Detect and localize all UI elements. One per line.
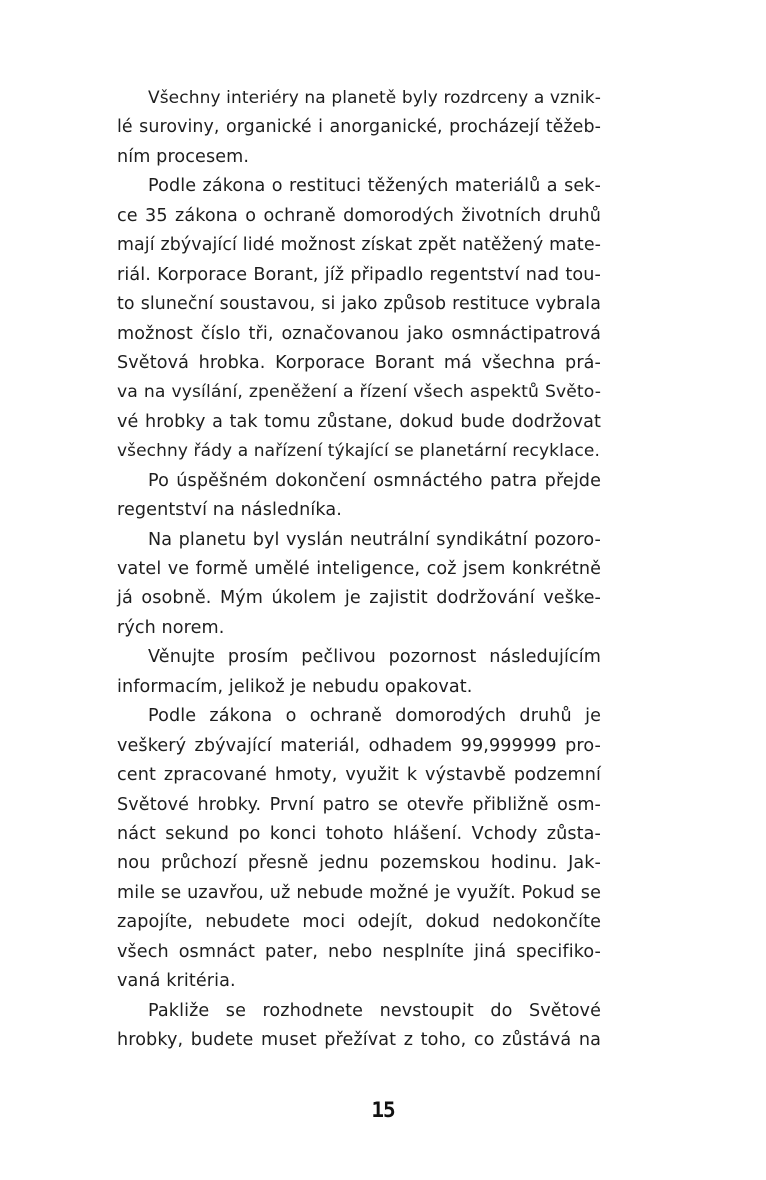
text-line: vé hrobky a tak tomu zůstane, dokud bude dodržovat [117,411,601,432]
text-line: já osobně. Mým úkolem je zajistit dodržování veške- [117,588,601,609]
text-line: hrobky, budete muset přežívat z toho, co zůstává na [117,1030,601,1050]
text-line: Světové hrobky. První patro se otevře přibližně osm- [117,794,601,815]
text-line: mají zbývající lidé možnost získat zpět natěžený mate- [117,235,601,256]
text-line: zapojíte, nebudete moci odejít, dokud nedokončíte [117,912,601,933]
body-text [117,84,601,1055]
text-line: informacím, jelikož je nebudu opakovat. [117,676,473,697]
text-line: Všechny interiéry na planetě byly rozdrceny a vznik- [148,88,601,108]
text-line: Podle zákona o restituci těžených materiálů a sek- [148,176,601,197]
text-line: všech osmnáct pater, nebo nesplníte jiná specifiko- [117,941,601,962]
text-line: možnost číslo tři, označovanou jako osmnáctipatrová [117,323,601,344]
text-line: mile se uzavřou, už nebude možné je využít. Pokud se [117,882,601,903]
text-line: regentství na následníka. [117,500,342,521]
text-line: Na planetu byl vyslán neutrální syndikátní pozoro- [148,529,601,550]
text-line: cent zpracované hmoty, využit k výstavbě podzemní [117,765,601,786]
text-line: veškerý zbývající materiál, odhadem 99,999999 pro- [117,735,601,756]
text-line: Pakliže se rozhodnete nevstoupit do Světové [148,1000,601,1021]
text-line: lé suroviny, organické i anorganické, procházejí těžeb- [117,117,601,138]
page-number: 15 [371,1098,395,1122]
text-line: Světová hrobka. Korporace Borant má všechna prá- [117,352,601,373]
text-line: Po úspěšném dokončení osmnáctého patra přejde [148,470,601,491]
text-line: rých norem. [117,617,225,638]
text-line: všechny řády a nařízení týkající se planetární recyklace. [117,441,600,462]
text-line: vaná kritéria. [117,971,236,992]
text-line: náct sekund po konci tohoto hlášení. Vchody zůsta- [117,823,601,844]
text-line: Věnujte prosím pečlivou pozornost následujícím [148,647,601,668]
text-line: ním procesem. [117,146,250,167]
text-line: nou průchozí přesně jednu pozemskou hodinu. Jak- [117,853,601,874]
text-line: to sluneční soustavou, si jako způsob restituce vybrala [117,294,601,315]
text-line: riál. Korporace Borant, jíž připadlo regentství nad tou- [117,264,601,285]
text-line: va na vysílání, zpeněžení a řízení všech aspektů Světo- [117,382,601,403]
text-line: Podle zákona o ochraně domorodých druhů je [148,706,601,727]
text-line: vatel ve formě umělé inteligence, což jsem konkrétně [117,559,601,579]
text-line: ce 35 zákona o ochraně domorodých životních druhů [117,205,601,226]
